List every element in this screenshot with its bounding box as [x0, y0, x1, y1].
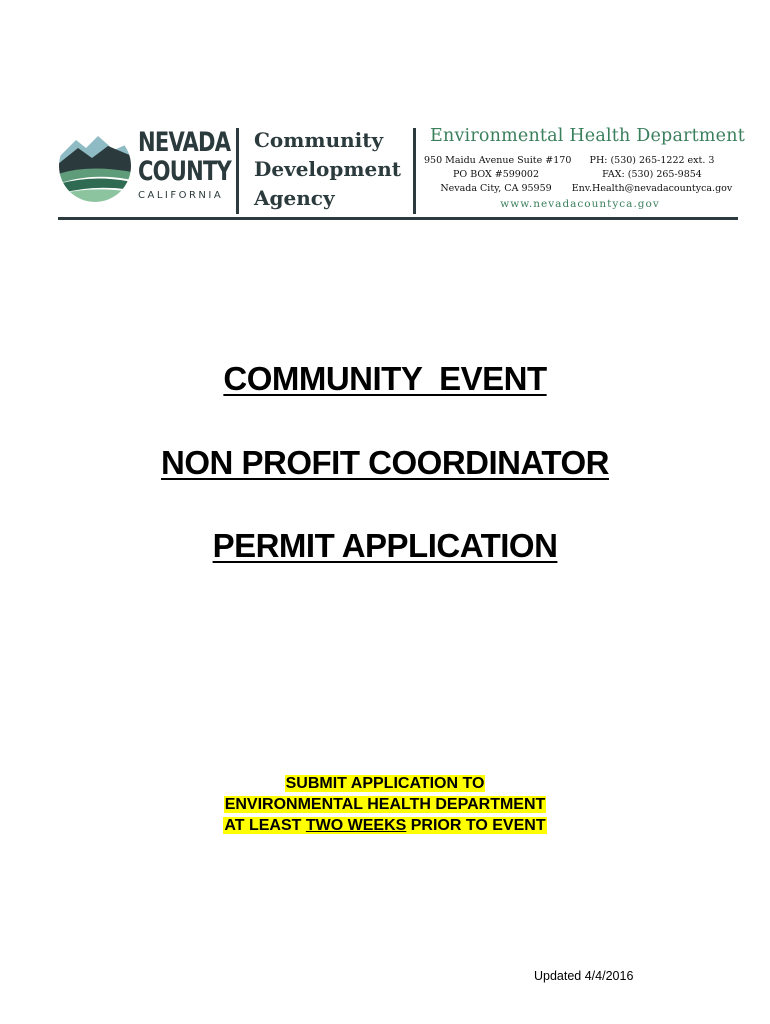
nevada-county-logo-icon	[58, 128, 132, 204]
title-line-3	[0, 527, 770, 565]
header-rule	[58, 217, 738, 220]
notice-line2: ENVIRONMENTAL HEALTH DEPARTMENT	[224, 796, 546, 813]
email-text: Env.Health@nevadacountyca.gov	[571, 183, 733, 194]
updated-date: Updated 4/4/2016	[534, 969, 634, 983]
notice-line3	[223, 817, 546, 834]
fax-text: FAX: (530) 265-9854	[602, 169, 702, 180]
address-line1: 950 Maidu Avenue Suite #170	[424, 155, 572, 166]
title-text: NON PROFIT COORDINATOR	[161, 444, 609, 481]
county-name	[138, 128, 230, 201]
title-line-1	[0, 360, 770, 398]
agency-line3: Agency	[254, 186, 335, 210]
notice-line1: SUBMIT APPLICATION TO	[285, 775, 485, 792]
address-line3: Nevada City, CA 95959	[440, 183, 552, 194]
notice-line3-post: PRIOR TO EVENT	[406, 817, 546, 834]
submission-notice	[0, 773, 770, 836]
county-line3: CALIFORNIA	[138, 190, 224, 201]
title-text: COMMUNITY EVENT	[223, 360, 547, 397]
address-block	[424, 154, 572, 196]
title-line-2	[0, 444, 770, 482]
title-text: PERMIT APPLICATION	[212, 527, 558, 564]
notice-line3-pre: AT LEAST	[224, 817, 306, 834]
divider	[236, 128, 239, 214]
contact-block	[566, 154, 738, 196]
phone-text: PH: (530) 265-1222 ext. 3	[589, 155, 715, 166]
notice-emphasis: TWO WEEKS	[305, 817, 407, 834]
department-name: Environmental Health Department	[430, 126, 745, 146]
website-text: www.nevadacountyca.gov	[500, 198, 660, 210]
letterhead	[56, 122, 745, 222]
agency-line1: Community	[254, 128, 384, 152]
county-line2: COUNTY	[138, 156, 232, 187]
county-line1: NEVADA	[138, 127, 231, 158]
agency-line2: Development	[254, 157, 402, 181]
address-line2: PO BOX #599002	[453, 169, 539, 180]
divider	[413, 128, 416, 214]
agency-name	[254, 126, 401, 213]
